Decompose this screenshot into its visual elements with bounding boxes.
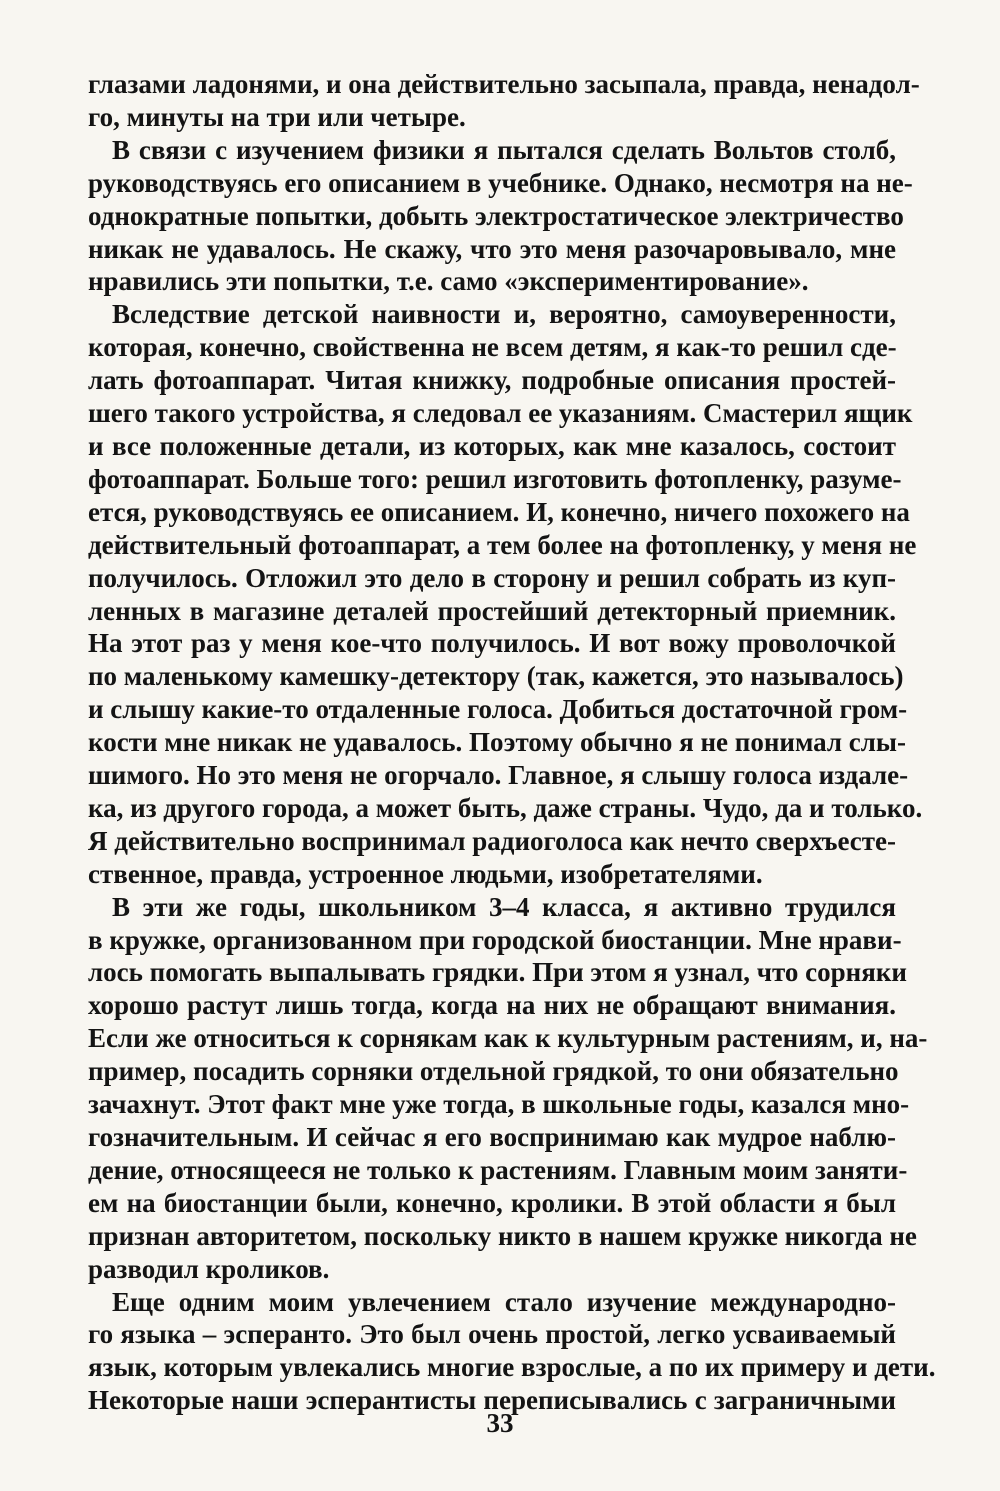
text-line: кости мне никак не удавалось. Поэтому обычно я не понимал слы- <box>88 727 906 758</box>
text-line: язык, которым увлекались многие взрослые, а по их примеру и дети. <box>88 1352 936 1383</box>
paragraph <box>88 298 923 890</box>
text-line: глазами ладонями, и она действительно засыпала, правда, ненадол- <box>88 69 920 99</box>
text-line: шего такого устройства, я следовал ее указаниям. Смастерил ящик <box>88 398 913 429</box>
text-line: Вследствие детской наивности и, вероятно, самоуверенности, <box>112 299 896 330</box>
text-line: признан авторитетом, поскольку никто в нашем кружке никогда не <box>88 1220 917 1251</box>
text-line: го, минуты на три или четыре. <box>88 101 466 132</box>
text-line: На этот раз у меня кое-что получилось. И вот вожу проволочкой <box>88 628 896 659</box>
text-line: ем на биостанции были, конечно, кролики. В этой области я был <box>88 1187 896 1218</box>
text-line: хорошо растут лишь тогда, когда на них не обращают внимания. <box>88 990 896 1021</box>
paragraph <box>88 134 913 299</box>
body-text <box>88 68 936 1417</box>
text-line: фотоаппарат. Больше того: решил изготовить фотопленку, разуме- <box>88 463 902 494</box>
text-line: В связи с изучением физики я пытался сделать Вольтов столб, <box>112 134 896 165</box>
text-line: и все положенные детали, из которых, как мне казалось, состоит <box>88 430 896 461</box>
text-line: гозначительным. И сейчас я его воспринимаю как мудрое наблю- <box>88 1122 896 1152</box>
text-line: которая, конечно, свойственна не всем детям, я как-то решил сде- <box>88 332 897 363</box>
text-line: действительный фотоаппарат, а тем более на фотопленку, у меня не <box>88 529 917 560</box>
text-line: лать фотоаппарат. Читая книжку, подробные описания простей- <box>88 365 896 396</box>
text-line: зачахнут. Этот факт мне уже тогда, в школьные годы, казался мно- <box>88 1089 910 1120</box>
text-line: ется, руководствуясь ее описанием. И, конечно, ничего похожего на <box>88 496 910 527</box>
text-line: шимого. Но это меня не огорчало. Главное, я слышу голоса издале- <box>88 760 909 791</box>
text-line: В эти же годы, школьником 3–4 класса, я активно трудился <box>112 891 896 922</box>
text-line: Еще одним моим увлечением стало изучение международно- <box>112 1286 896 1317</box>
text-line: нравились эти попытки, т.е. само «экспериментирование». <box>88 266 809 297</box>
text-line: получилось. Отложил это дело в сторону и решил собрать из куп- <box>88 562 896 593</box>
text-line: однократные попытки, добыть электростатическое электричество <box>88 200 904 231</box>
text-line: лось помогать выпалывать грядки. При этом я узнал, что сорняки <box>88 957 907 988</box>
text-line: никак не удавалось. Не скажу, что это меня разочаровывало, мне <box>88 233 896 264</box>
text-line: Некоторые наши эсперантисты переписывались с заграничными <box>88 1385 896 1416</box>
text-line: разводил кроликов. <box>88 1253 330 1284</box>
text-line: ственное, правда, устроенное людьми, изобретателями. <box>88 858 763 889</box>
text-line: ленных в магазине деталей простейший детекторный приемник. <box>88 595 896 626</box>
page-number: 33 <box>486 1408 514 1438</box>
text-line: го языка – эсперанто. Это был очень простой, легко усваиваемый <box>88 1319 896 1350</box>
text-line: по маленькому камешку-детектору (так, кажется, это называлось) <box>88 661 904 692</box>
text-line: дение, относящееся не только к растениям. Главным моим заняти- <box>88 1154 908 1185</box>
text-line: в кружке, организованном при городской биостанции. Мне нрави- <box>88 924 902 955</box>
text-line: Я действительно воспринимал радиоголоса как нечто сверхъесте- <box>88 825 896 856</box>
text-line: пример, посадить сорняки отдельной грядкой, то они обязательно <box>88 1056 899 1087</box>
text-line: руководствуясь его описанием в учебнике. Однако, несмотря на не- <box>88 167 913 198</box>
text-line: и слышу какие-то отдаленные голоса. Добиться достаточной гром- <box>88 694 908 725</box>
paragraph <box>88 891 928 1286</box>
paragraph <box>88 68 920 134</box>
text-line: ка, из другого города, а может быть, даже страны. Чудо, да и только. <box>88 792 923 823</box>
text-line: Если же относиться к сорнякам как к культурным растениям, и, на- <box>88 1023 928 1054</box>
paragraph <box>88 1286 936 1418</box>
